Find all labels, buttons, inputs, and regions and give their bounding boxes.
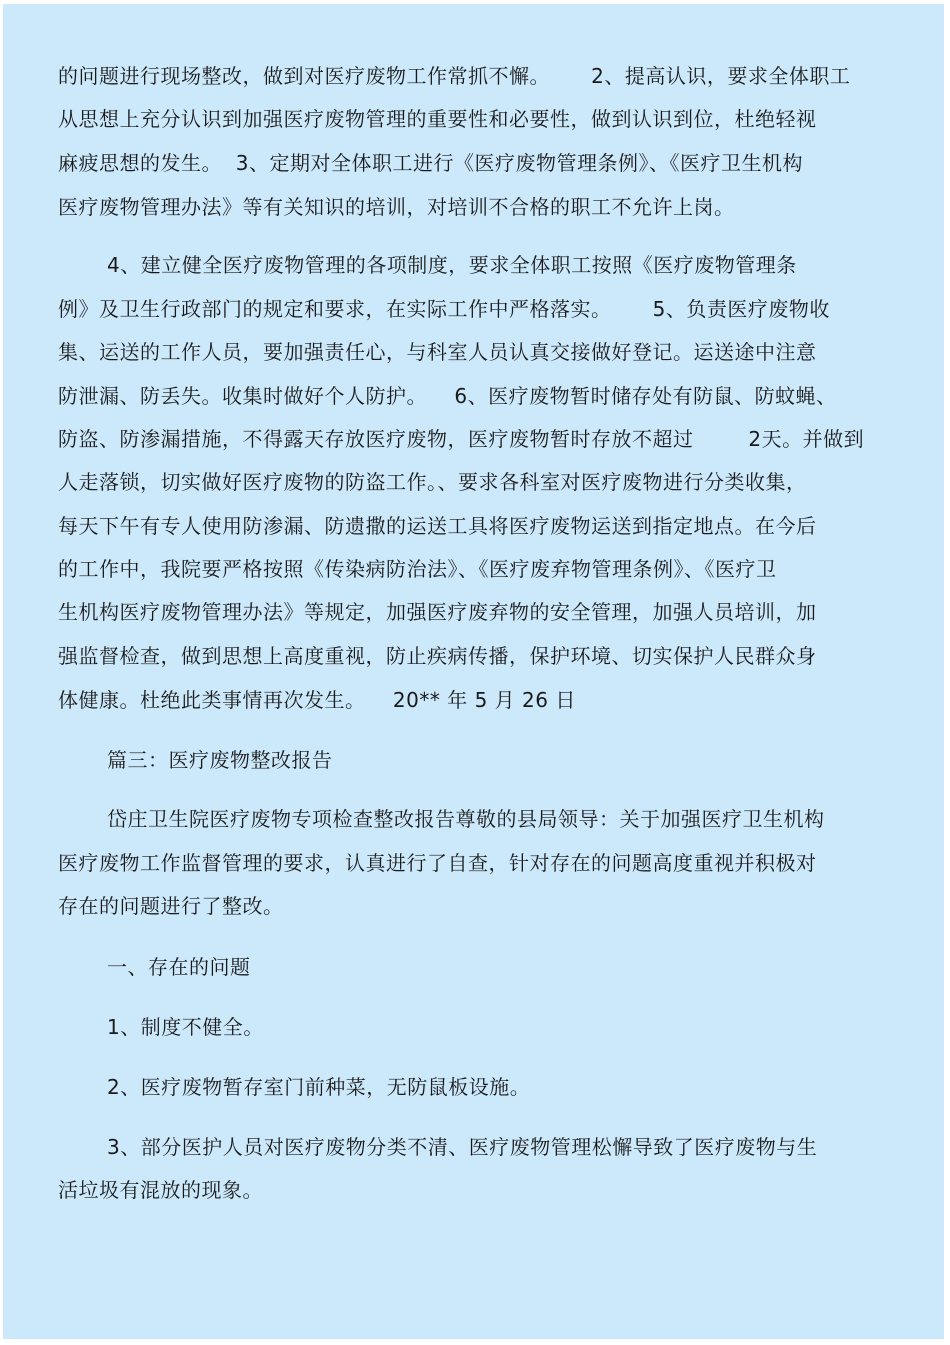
document-body — [3, 4, 944, 1339]
paragraph-2-line-9: 生机构医疗废物管理办法》等规定，加强医疗废弃物的安全管理，加强人员培训，加 — [58, 600, 817, 624]
paragraph-2-line-2: 例》及卫生行政部门的规定和要求，在实际工作中严格落实。 5、负责医疗废物收 — [58, 297, 830, 321]
list-item-2: 2、医疗废物暂存室门前种菜，无防鼠板设施。 — [107, 1075, 531, 1099]
paragraph-2-line-6: 人走落锁，切实做好医疗废物的防盗工作。、要求各科室对医疗废物进行分类收集， — [58, 470, 807, 494]
list-item-3-line-2: 活垃圾有混放的现象。 — [58, 1178, 263, 1202]
subheading-problems: 一、存在的问题 — [107, 955, 251, 979]
list-item-1: 1、制度不健全。 — [107, 1015, 264, 1039]
paragraph-4-line-3: 存在的问题进行了整改。 — [58, 894, 284, 918]
paragraph-1-line-4: 医疗废物管理办法》等有关知识的培训，对培训不合格的职工不允许上岗。 — [58, 195, 735, 219]
list-item-3-line-1: 3、部分医护人员对医疗废物分类不清、医疗废物管理松懈导致了医疗废物与生 — [107, 1135, 818, 1159]
section-heading: 篇三：医疗废物整改报告 — [107, 748, 333, 772]
document-page — [3, 4, 944, 1339]
paragraph-2-line-4: 防泄漏、防丢失。收集时做好个人防护。 6、医疗废物暂时储存处有防鼠、防蚊蝇、 — [58, 384, 837, 408]
paragraph-2-line-1: 4、建立健全医疗废物管理的各项制度，要求全体职工按照《医疗废物管理条 — [107, 253, 797, 277]
paragraph-4-line-1: 岱庄卫生院医疗废物专项检查整改报告尊敬的县局领导：关于加强医疗卫生机构 — [107, 807, 825, 831]
paragraph-2-line-5: 防盗、防渗漏措施，不得露天存放医疗废物，医疗废物暂时存放不超过 2天。并做到 — [58, 427, 865, 451]
paragraph-2-line-10: 强监督检查，做到思想上高度重视，防止疾病传播，保护环境、切实保护人民群众身 — [58, 644, 817, 668]
paragraph-1-line-1: 的问题进行现场整改，做到对医疗废物工作常抓不懈。 2、提高认识，要求全体职工 — [58, 64, 851, 88]
paragraph-1-line-2: 从思想上充分认识到加强医疗废物管理的重要性和必要性，做到认识到位，杜绝轻视 — [58, 107, 817, 131]
paragraph-2-line-7: 每天下午有专人使用防渗漏、防遗撒的运送工具将医疗废物运送到指定地点。在今后 — [58, 514, 817, 538]
paragraph-2-line-8: 的工作中，我院要严格按照《传染病防治法》、《医疗废弃物管理条例》、《医疗卫 — [58, 557, 777, 581]
paragraph-4-line-2: 医疗废物工作监督管理的要求，认真进行了自查，针对存在的问题高度重视并积极对 — [58, 851, 817, 875]
paragraph-2-line-11: 体健康。杜绝此类事情再次发生。 20** 年 5 月 26 日 — [58, 688, 576, 712]
paragraph-1-line-3: 麻疲思想的发生。 3、定期对全体职工进行《医疗废物管理条例》、《医疗卫生机构 — [58, 151, 803, 175]
paragraph-2-line-3: 集、运送的工作人员，要加强责任心，与科室人员认真交接做好登记。运送途中注意 — [58, 340, 817, 364]
